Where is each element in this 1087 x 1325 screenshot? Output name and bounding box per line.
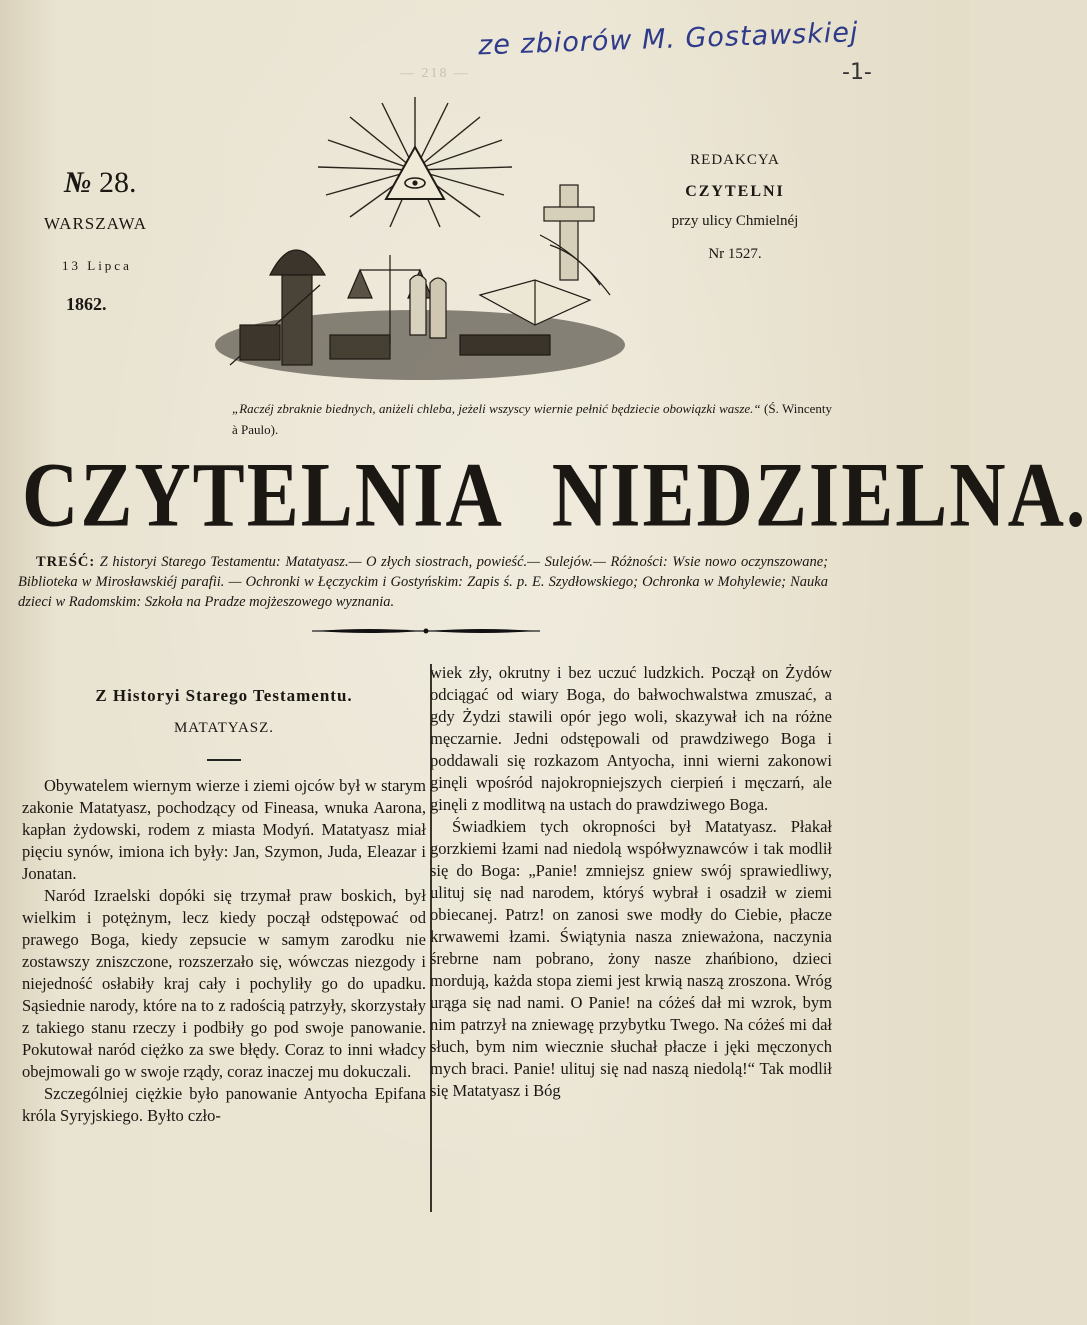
masthead-word-1: CZYTELNIA [22, 443, 504, 546]
editorial-address [640, 150, 830, 263]
masthead-title [22, 436, 1087, 554]
article-column-left [22, 686, 426, 1127]
paragraph: Szczególniej ciężkie było panowanie Antyocha Epifana króla Syryjskiego. Byłto czło- [22, 1084, 426, 1125]
editorial-line-2: CZYTELNI [685, 183, 785, 200]
section-title: Z Historyi Starego Testamentu. [95, 686, 353, 705]
eye-of-providence-emblem-icon [210, 95, 630, 395]
issue-number [64, 166, 136, 200]
issue-city: WARSZAWA [44, 214, 147, 233]
article-subtitle: MATATYASZ. [173, 720, 275, 736]
issue-date: 13 Lipca [62, 258, 132, 273]
table-of-contents [18, 552, 828, 612]
paragraph: Naród Izraelski dopóki się trzymał praw boskich, był wielkim i potężnym, lecz kiedy począł odstępować od prawego Boga, kiedy zepsucie w samym zarodku nie zostawszy zniszczone, rozszerzało się, wówczas niezgody i niejedność osłabiły kraj cały i pochyliły go do upadku. Sąsiednie narody, które na to z radością patrzyły, skorzystały z takiego stanu rzeczy i podbiły go pod swoje panowanie. Pokutował naród ciężko za swe błędy. Coraz to inni władcy obejmowali go w swoje rządy, coraz inaczej mu dokuczali. [22, 886, 426, 1081]
contents-text: Z historyi Starego Testamentu: Matatyasz.— O złych siostrach, powieść.— Sulejów.— Różności: Wsie nowo oczynszowane; Biblioteka w Mirosławskiéj parafii. — Ochronki w Łęczyckim i Gostyńskim: Zapis ś. p. E. Szydłowskiego; Ochronka w Mohylewie; Nauka dzieci w Radomskim: Szkoła na Pradze mojżeszowego wyznania. [18, 554, 828, 610]
number-sign: № [64, 166, 92, 199]
paragraph: Świadkiem tych okropności był Matatyasz. Płakał gorzkiemi łzami nad niedolą współwyznawców i tak modlił się do Boga: „Panie! zmniejsz gniew swój sprawiedliwy, ulituj się nad narodem, któryś wybrał i osadził w ziemi obiecanej. Patrz! on zanosi swe modły do Ciebie, płacze krwawemi łzami. Świątynia nasza znieważona, naczynia śrebrne nam pobrano, żony nasze zhańbiono, dzieci mordują, każda stopa ziemi jest krwią naszą zroszona. Wróg urąga się nad nami. O Panie! na cóżeś dał mi wzrok, bym nim patrzył na zniewagę przybytku Twego. Na cóżeś mi dał słuch, bym nim wiecznie słuchał płacze i jęki męczonych mych braci. Panie! ulituj się nad naszą niedolą!“ Tak modlił się Matatyasz i Bóg [430, 817, 832, 1100]
article-column-right [430, 662, 832, 1102]
issue-number-value: 28. [98, 166, 137, 199]
paragraph: wiek zły, okrutny i bez uczuć ludzkich. Począł on Żydów odciągać od wiary Boga, do bałwochwalstwa zmuszać, a gdy Żydzi stawili opór jego woli, skazywał ich na różne męczarnie. Jedni odstępowali od prawdziwego Boga i poddawali się rozkazom Antyocha, inni wierni zakonowi ginęli wpośród najokropniejszych cierpień i męczarń, ale ginęli z modlitwą na ustach do prawdziwego Boga. [430, 663, 832, 814]
editorial-line-4: Nr 1527. [708, 246, 762, 262]
issue-year: 1862. [66, 294, 107, 314]
handwritten-annotation: ze zbiorów M. Gostawskiej [477, 17, 859, 62]
handwritten-page-number: -1- [842, 60, 872, 85]
short-rule [207, 759, 241, 761]
ornamental-divider [312, 626, 540, 636]
paragraph: Obywatelem wiernym wierze i ziemi ojców był w starym zakonie Matatyasz, pochodzący od Fineasa, wnuka Aarona, kapłan żydowski, rodem z miasta Modyń. Matatyasz miał pięciu synów, imiona ich były: Jan, Szymon, Juda, Eleazar i Jonatan. [22, 776, 426, 883]
contents-label: TREŚĆ: [36, 554, 96, 570]
editorial-line-1: REDAKCYA [690, 152, 780, 168]
motto [232, 398, 832, 440]
masthead-word-2: NIEDZIELNA. [551, 443, 1087, 546]
motto-quote: „Raczéj zbraknie biednych, aniżeli chleba, jeżeli wszyscy wiernie pełnić będziecie obowiązki wasze.“ [232, 401, 761, 416]
editorial-line-3: przy ulicy Chmielnéj [671, 213, 799, 229]
bleed-through-page-number: — 218 — [400, 66, 470, 81]
motto-author: (Ś. Wincenty à Paulo). [232, 401, 832, 437]
